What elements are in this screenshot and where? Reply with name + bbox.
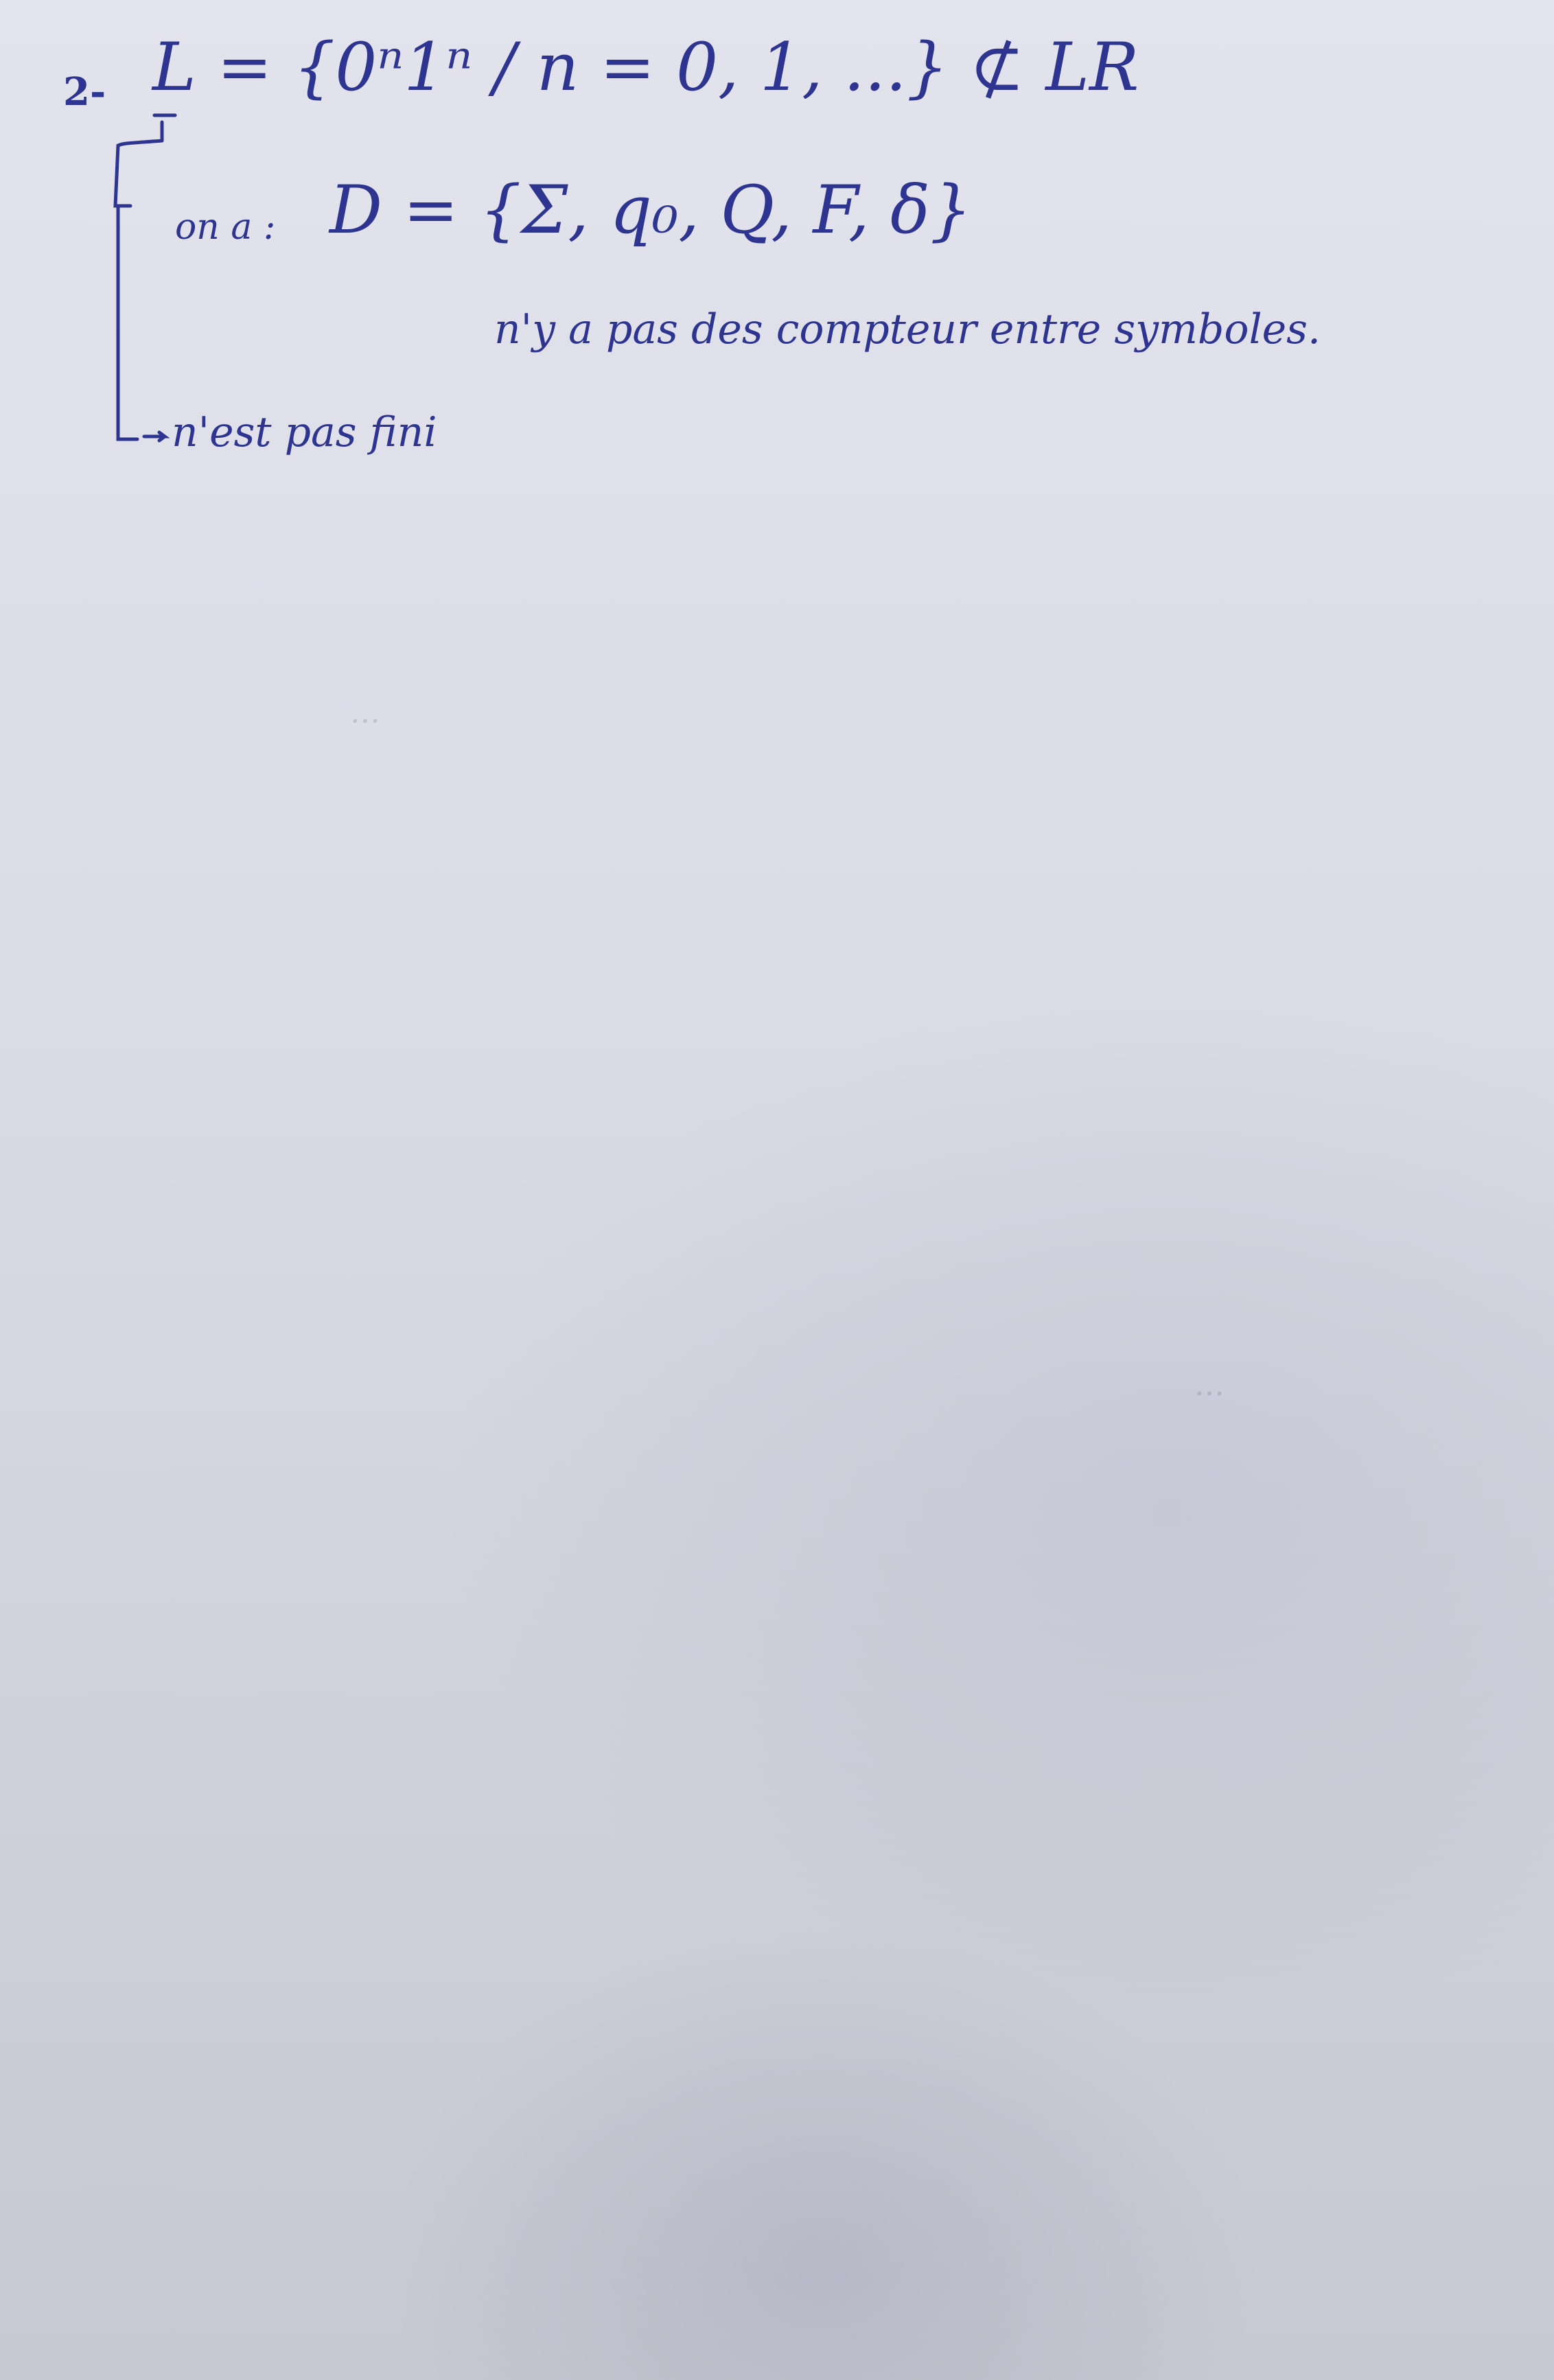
language-definition-line: L = {0ⁿ1ⁿ / n = 0, 1, ...} ⊄ LR (152, 29, 1139, 106)
show-through-fragment-b: ... (1194, 1366, 1225, 1403)
exercise-number: 2- (63, 69, 106, 115)
not-finite-note: n'est pas fini (172, 408, 437, 456)
on-a-prefix: on a : (175, 207, 276, 248)
no-counter-note: n'y a pas des compteur entre symboles. (494, 305, 1321, 353)
automaton-definition-line: D = {Σ, q₀, Q, F, δ} (329, 172, 972, 248)
show-through-fragment-a: ... (350, 693, 380, 730)
